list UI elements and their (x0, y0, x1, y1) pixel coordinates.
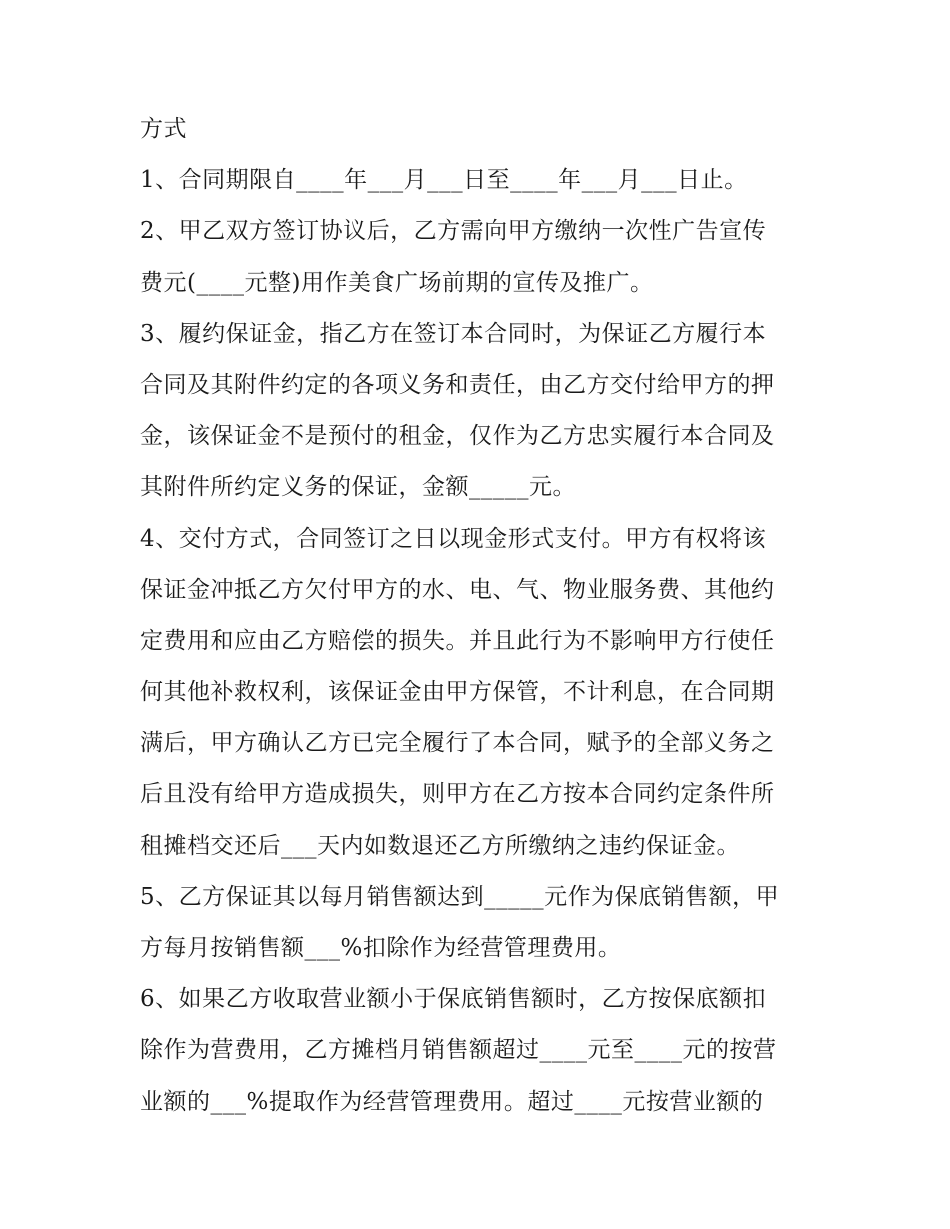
text-line: 其附件所约定义务的保证，金额_____元。 (140, 474, 576, 501)
document-body (140, 104, 820, 1128)
text-line: 保证金冲抵乙方欠付甲方的水、电、气、物业服务费、其他约 (140, 576, 775, 603)
text-line: 费元(____元整)用作美食广场前期的宣传及推广。 (140, 269, 654, 296)
text-line: 6、如果乙方收取营业额小于保底销售额时，乙方按保底额扣 (140, 986, 767, 1013)
text-line: 定费用和应由乙方赔偿的损失。并且此行为不影响甲方行使任 (140, 627, 775, 654)
text-line: 何其他补救权利，该保证金由甲方保管，不计利息，在合同期 (140, 679, 775, 706)
text-line: 后且没有给甲方造成损失，则甲方在乙方按本合同约定条件所 (140, 781, 775, 808)
text-line: 满后，甲方确认乙方已完全履行了本合同，赋予的全部义务之 (140, 730, 775, 757)
text-line: 4、交付方式，合同签订之日以现金形式支付。甲方有权将该 (140, 525, 767, 552)
text-line: 业额的___%提取作为经营管理费用。超过____元按营业额的 (140, 1088, 764, 1115)
text-line: 方式 (140, 116, 187, 142)
text-line: 合同及其附件约定的各项义务和责任，由乙方交付给甲方的押 (140, 371, 775, 398)
text-line: 租摊档交还后___天内如数退还乙方所缴纳之违约保证金。 (140, 832, 740, 859)
text-line: 除作为营费用，乙方摊档月销售额超过____元至____元的按营 (140, 1037, 777, 1064)
text-line: 方每月按销售额___%扣除作为经营管理费用。 (140, 935, 622, 961)
text-line: 3、履约保证金，指乙方在签订本合同时，为保证乙方履行本 (140, 320, 767, 347)
text-line: 2、甲乙双方签订协议后，乙方需向甲方缴纳一次性广告宣传 (140, 218, 767, 245)
text-line: 金，该保证金不是预付的租金，仅作为乙方忠实履行本合同及 (140, 423, 775, 450)
text-line: 1、合同期限自____年___月___日至____年___月___日止。 (140, 167, 748, 194)
text-line: 5、乙方保证其以每月销售额达到_____元作为保底销售额，甲 (140, 883, 780, 910)
